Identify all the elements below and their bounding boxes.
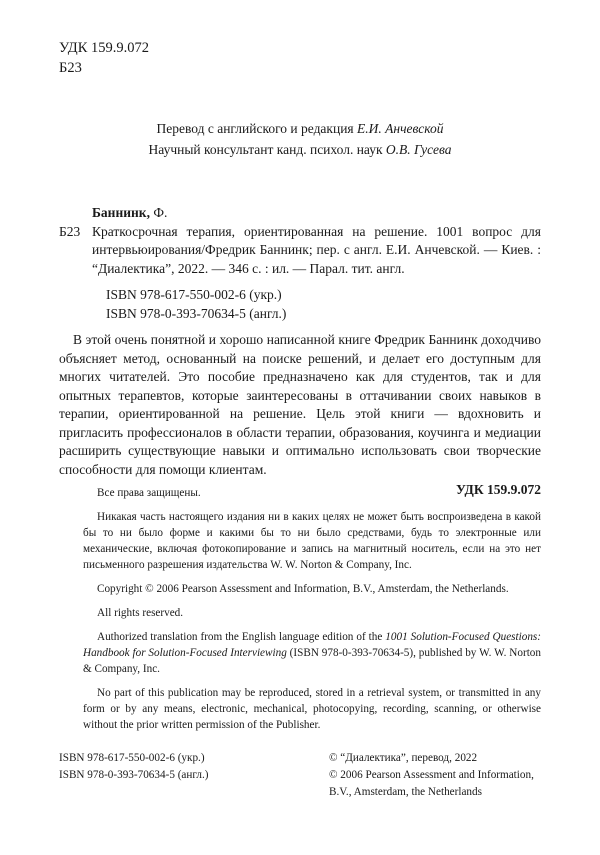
credits [0, 118, 600, 160]
library-codes [59, 38, 149, 78]
footer-copyright-ru: © “Диалектика”, перевод, 2022 [329, 752, 478, 764]
footer-copyrights [329, 750, 541, 801]
entry-row [59, 223, 541, 279]
rights-notice-en: No part of this publication may be reproduced, stored in a retrieval system, or transmitted in any form or by any means, electronic, mechanical, photocopying, recording, scanning, or otherwise without the prior written permission of the Publisher. [83, 687, 541, 731]
all-rights-reserved: All rights reserved. [97, 607, 184, 619]
isbn-ukr: ISBN 978-617-550-002-6 (укр.) [106, 287, 282, 302]
copyright-line: Copyright © 2006 Pearson Assessment and Information, B.V., Amsterdam, the Netherlands. [97, 583, 509, 595]
isbn-block [59, 286, 541, 323]
rights-reserved-ru: Все права защищены. [97, 487, 201, 499]
translator-name: Е.И. Анчевской [357, 121, 444, 136]
footer [59, 750, 541, 801]
annotation: В этой очень понятной и хорошо написанной книге Фредрик Баннинк доходчиво объясняет метод, основанный на поиске решений, и делает его доступным для многих читателей. Это пособие предназначено как для студентов, так и для опытных терапевтов, которые заинтересованы в оттачивании своих навыков в терапии, ориентированной на решение. Цель этой книги — вдохновить и пригласить профессионалов в области терапии, образования, коучинга и медиации расширить существующие навыки и оптимально использовать свои творческие способности для помощи клиентам. [59, 332, 541, 477]
footer-isbns [59, 750, 209, 801]
footer-isbn-ukr: ISBN 978-617-550-002-6 (укр.) [59, 752, 205, 764]
entry-code: Б23 [59, 223, 81, 239]
rights-notice-ru: Никакая часть настоящего издания ни в каких целях не может быть воспроизведена в какой бы то ни было форме и какими бы то ни было средствами, будь то электронные или механические, включая фотокопирование и запись на магнитный носитель, если на это нет письменного разрешения издательства W. W. Norton & Company, Inc. [83, 511, 541, 571]
consultant-credit: Научный консультант канд. психол. наук О.В. Гусева [148, 142, 452, 157]
bibliographic-entry [59, 204, 541, 500]
author-heading: Баннинк, Ф. [92, 205, 168, 220]
footer-copyright-en: © 2006 Pearson Assessment and Information, B.V., Amsterdam, the Netherlands [329, 769, 534, 798]
consultant-name: О.В. Гусева [385, 142, 452, 157]
entry-description: Краткосрочная терапия, ориентированная на решение. 1001 вопрос для интервьюирования/Фредрик Баннинк; пер. с англ. Е.И. Анчевской. — Киев. : “Диалектика”, 2022. — 346 с. : ил. — Парал. тит. англ. [92, 223, 541, 276]
isbn-eng: ISBN 978-0-393-70634-5 (англ.) [106, 305, 287, 321]
authorized-translation: Authorized translation from the English language edition of the 1001 Solution-Focused Questions: Handbook for Solution-Focused Interviewing (ISBN 978-0-393-70634-5), published by W. W. Norton & Company, Inc. [83, 631, 541, 675]
udk-code: УДК 159.9.072 [59, 40, 149, 56]
bbk-code: Б23 [59, 60, 82, 76]
udk-right: УДК 159.9.072 [456, 482, 541, 497]
original-title: 1001 Solution-Focused Questions: Handbook for Solution-Focused Interviewing [83, 631, 541, 659]
translation-credit: Перевод с английского и редакция Е.И. Анчевской [156, 121, 444, 136]
rights-block [83, 485, 541, 741]
footer-isbn-eng: ISBN 978-0-393-70634-5 (англ.) [59, 769, 209, 781]
